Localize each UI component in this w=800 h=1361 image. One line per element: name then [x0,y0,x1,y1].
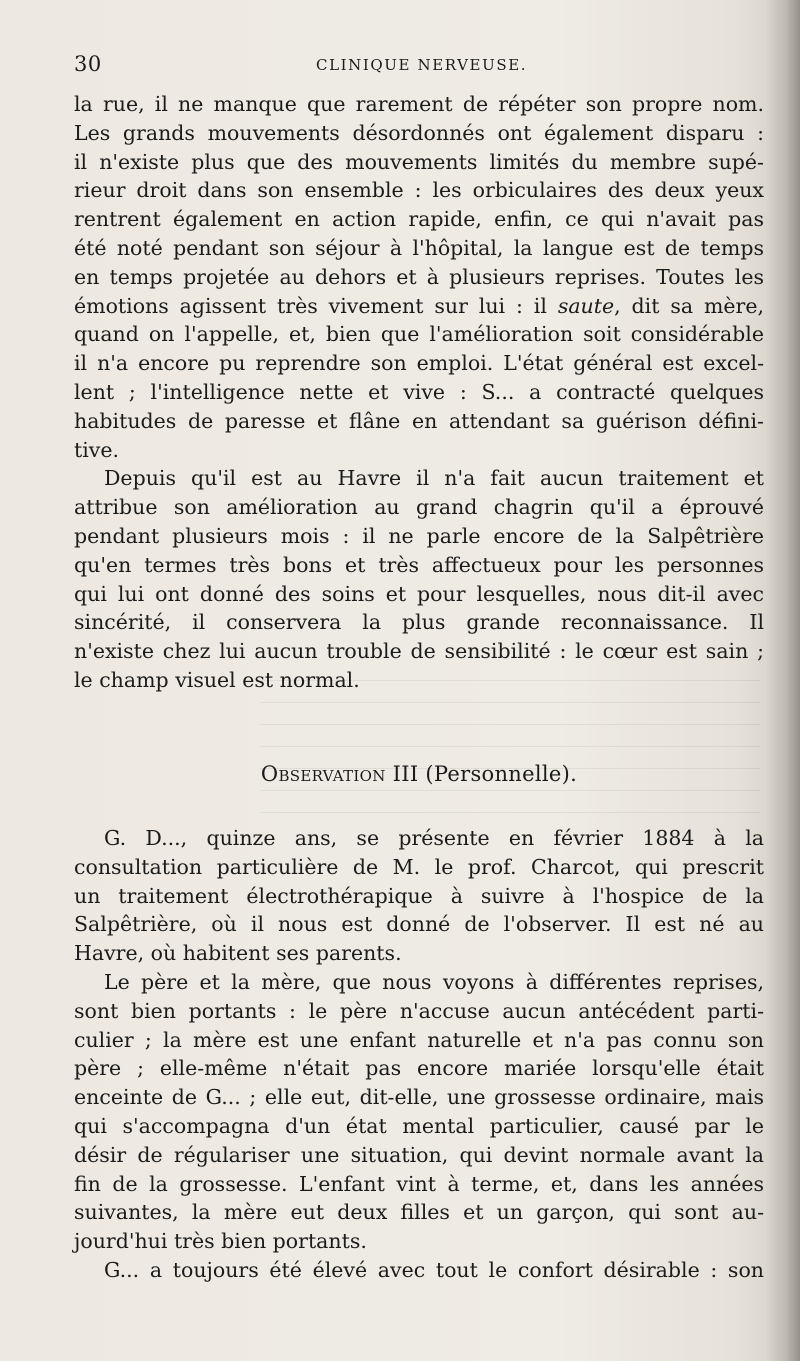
text-line: Les grands mouvements désordonnés ont également disparu : [74,120,764,145]
page-number: 30 [74,52,102,76]
text-line: attribue son amélioration au grand chagrin qu'il a éprouvé [74,495,764,520]
observation-number: III [392,762,419,786]
text-line: sincérité, il conservera la plus grande reconnaissance. Il [74,610,764,635]
text-segment: émotions agissent très vivement sur lui : il [74,293,547,318]
text-line: rieur droit dans son ensemble : les orbiculaires des deux yeux [74,178,764,203]
text-line-with-italic [74,292,764,321]
text-line: lent ; l'intelligence nette et vive : S... a contracté quelques [74,379,764,404]
italic-word: saute [557,293,615,318]
text-line: fin de la grossesse. L'enfant vint à terme, et, dans les années [74,1171,764,1196]
text-line: Le père et la mère, que nous voyons à différentes reprises, [104,969,764,994]
text-line: culier ; la mère est une enfant naturelle et n'a pas connu son [74,1027,764,1052]
body-text-part1 [74,90,764,695]
text-line: quand on l'appelle, et, bien que l'amélioration soit considérable [74,322,764,347]
text-line: Havre, où habitent ses parents. [74,941,402,966]
text-line: suivantes, la mère eut deux filles et un garçon, qui sont au- [74,1200,764,1225]
running-title: CLINIQUE NERVEUSE. [316,56,528,74]
text-line: il n'existe plus que des mouvements limités du membre supé- [74,149,764,174]
text-line: consultation particulière de M. le prof. Charcot, qui prescrit [74,854,764,879]
text-line: Depuis qu'il est au Havre il n'a fait aucun traitement et [104,466,764,491]
text-line: G. D..., quinze ans, se présente en février 1884 à la [104,826,764,850]
text-line: père ; elle-même n'était pas encore mariée lorsqu'elle était [74,1056,764,1081]
text-segment: , dit sa mère, [614,293,764,318]
text-line: enceinte de G... ; elle eut, dit-elle, une grossesse ordinaire, mais [74,1085,764,1110]
text-line: Salpêtrière, où il nous est donné de l'observer. Il est né au [74,912,764,937]
page-header [74,52,762,82]
observation-heading [74,762,764,786]
observation-label: Observation [260,762,386,786]
text-line: jourd'hui très bien portants. [74,1229,367,1254]
text-line: qu'en termes très bons et très affectueux pour les personnes [74,552,764,577]
text-line: il n'a encore pu reprendre son emploi. L'état général est excel- [74,351,764,376]
text-line: n'existe chez lui aucun trouble de sensibilité : le cœur est sain ; [74,639,764,664]
text-line: G... a toujours été élevé avec tout le confort désirable : son [104,1257,764,1282]
text-line: tive. [74,437,120,462]
text-line: qui s'accompagna d'un état mental particulier, causé par le [74,1113,764,1138]
text-line: été noté pendant son séjour à l'hôpital, la langue est de temps [74,235,764,260]
text-line: désir de régulariser une situation, qui devint normale avant la [74,1142,764,1167]
text-line: en temps projetée au dehors et à plusieurs reprises. Toutes les [74,264,764,289]
text-line: la rue, il ne manque que rarement de répéter son propre nom. [74,92,764,116]
text-line: rentrent également en action rapide, enfin, ce qui n'avait pas [74,207,764,232]
text-line: habitudes de paresse et flâne en attendant sa guérison défini- [74,408,764,433]
show-through-bleed [260,680,760,820]
text-line: un traitement électrothérapique à suivre à l'hospice de la [74,883,764,908]
text-line: pendant plusieurs mois : il ne parle encore de la Salpêtrière [74,523,764,548]
text-line: le champ visuel est normal. [74,667,360,692]
text-line: sont bien portants : le père n'accuse aucun antécédent parti- [74,998,764,1023]
body-text-part2 [74,824,764,1285]
text-line: qui lui ont donné des soins et pour lesquelles, nous dit-il avec [74,581,764,606]
observation-qualifier: (Personnelle). [425,762,578,786]
spine-shadow [766,0,800,1361]
